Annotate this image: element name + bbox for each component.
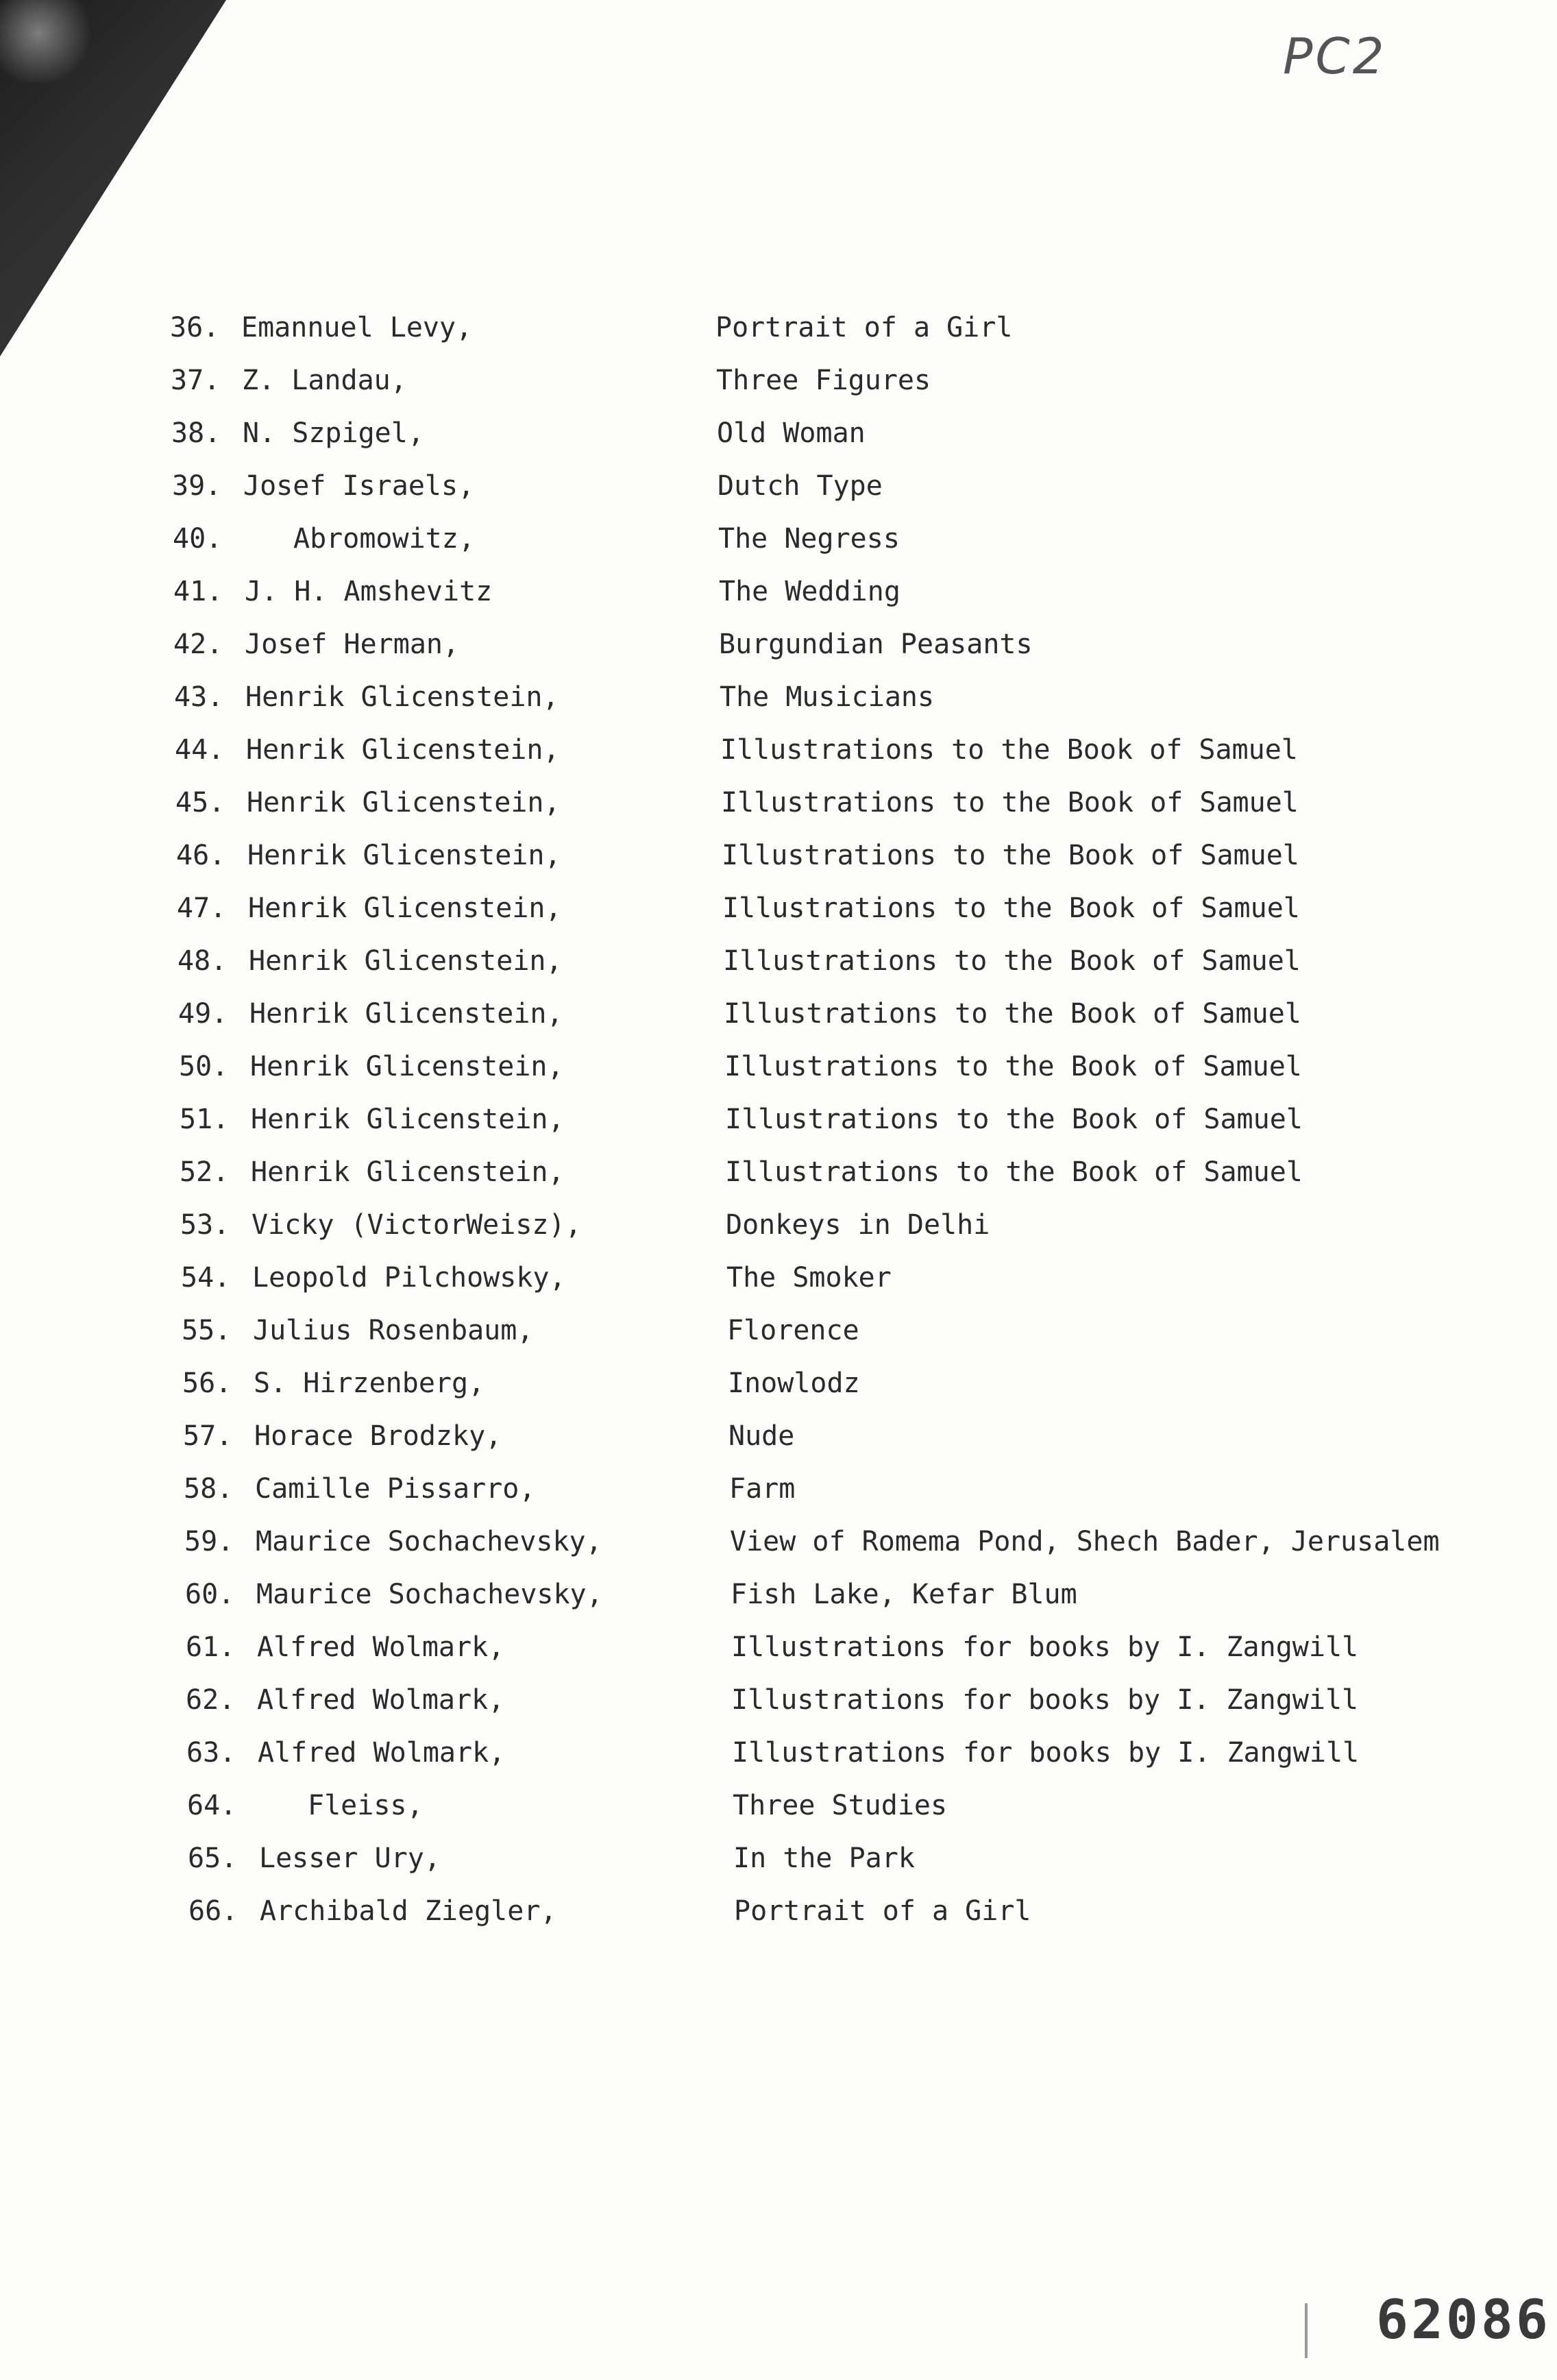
- entry-title: Illustrations to the Book of Samuel: [722, 892, 1300, 924]
- entry-artist: Henrik Glicenstein,: [247, 840, 561, 871]
- entry-number: 44.: [175, 734, 225, 766]
- entry-number: 57.: [183, 1420, 233, 1452]
- catalogue-entry: [186, 1727, 1523, 1780]
- entry-artist: Lesser Ury,: [259, 1843, 441, 1874]
- stamp-divider: [1305, 2303, 1308, 2358]
- entry-number: 54.: [181, 1262, 231, 1294]
- catalogue-entry: [182, 1304, 1518, 1357]
- entry-artist: Camille Pissarro,: [255, 1473, 536, 1505]
- entry-title: Donkeys in Delhi: [726, 1209, 990, 1241]
- entry-artist: Maurice Sochachevsky,: [256, 1579, 603, 1610]
- catalogue-entry: [177, 935, 1514, 988]
- entry-number: 42.: [173, 629, 223, 660]
- entry-artist: Maurice Sochachevsky,: [256, 1526, 602, 1557]
- entry-title: View of Romema Pond, Shech Bader, Jerusalem: [730, 1526, 1440, 1557]
- entry-number: 55.: [182, 1315, 232, 1346]
- entry-title: Illustrations for books by I. Zangwill: [731, 1684, 1359, 1716]
- catalogue-entry: [184, 1516, 1521, 1568]
- entry-artist: Alfred Wolmark,: [257, 1684, 505, 1716]
- entry-artist: Henrik Glicenstein,: [245, 681, 559, 713]
- catalogue-entry: [188, 1832, 1524, 1885]
- entry-artist: Henrik Glicenstein,: [249, 998, 563, 1030]
- entry-number: 40.: [173, 523, 223, 555]
- entry-artist: N. Szpigel,: [243, 417, 424, 449]
- entry-number: 63.: [186, 1737, 236, 1769]
- entry-title: Illustrations to the Book of Samuel: [725, 1104, 1303, 1135]
- catalogue-entry: [173, 618, 1510, 671]
- entry-title: Three Studies: [733, 1790, 948, 1821]
- catalogue-entry: [184, 1463, 1520, 1516]
- catalogue-entry: [177, 882, 1513, 935]
- entry-artist: Henrik Glicenstein,: [251, 1156, 565, 1188]
- entry-number: 58.: [184, 1473, 234, 1505]
- entry-number: 62.: [186, 1684, 236, 1716]
- entry-artist: Alfred Wolmark,: [258, 1737, 506, 1769]
- catalogue-entry: [170, 302, 1506, 354]
- catalogue-entry: [179, 1041, 1515, 1093]
- entry-title: Farm: [729, 1473, 796, 1505]
- entry-title: Illustrations to the Book of Samuel: [725, 1156, 1303, 1188]
- entry-artist: J. H. Amshevitz: [245, 576, 493, 607]
- entry-artist: Josef Israels,: [243, 470, 475, 502]
- entry-number: 38.: [171, 417, 221, 449]
- entry-artist: Z. Landau,: [242, 365, 407, 396]
- catalogue-entry: [183, 1410, 1519, 1463]
- catalogue-entry: [171, 407, 1508, 460]
- catalogue-entry: [180, 1199, 1517, 1252]
- entry-title: Old Woman: [717, 417, 866, 449]
- entry-artist: Henrik Glicenstein,: [250, 1051, 564, 1082]
- handwritten-note: PC2: [1283, 27, 1387, 85]
- entry-number: 66.: [188, 1895, 238, 1927]
- catalogue-entry: [188, 1885, 1525, 1938]
- entry-title: Illustrations to the Book of Samuel: [724, 998, 1301, 1030]
- entry-artist: Horace Brodzky,: [254, 1420, 502, 1452]
- catalogue-entry: [173, 513, 1509, 566]
- entry-number: 64.: [187, 1790, 237, 1821]
- archive-stamp-number: 62086: [1376, 2290, 1551, 2351]
- entry-artist: Josef Herman,: [245, 629, 460, 660]
- catalogue-entry: [186, 1621, 1522, 1674]
- entry-number: 60.: [185, 1579, 235, 1610]
- catalogue-entry: [185, 1568, 1521, 1621]
- entry-title: Illustrations for books by I. Zangwill: [731, 1631, 1359, 1663]
- entry-title: Portrait of a Girl: [734, 1895, 1031, 1927]
- entry-artist: Emannuel Levy,: [241, 312, 473, 343]
- catalogue-entry: [172, 460, 1508, 513]
- entry-title: Inowlodz: [728, 1368, 860, 1399]
- entry-number: 53.: [180, 1209, 230, 1241]
- entry-number: 37.: [171, 365, 221, 396]
- entry-title: Illustrations to the Book of Samuel: [723, 945, 1301, 977]
- entry-number: 49.: [178, 998, 228, 1030]
- entry-title: Nude: [728, 1420, 795, 1452]
- entry-number: 61.: [186, 1631, 236, 1663]
- catalogue-entry: [186, 1674, 1522, 1727]
- entry-number: 52.: [180, 1156, 230, 1188]
- catalogue-entry: [176, 829, 1512, 882]
- entry-title: Illustrations for books by I. Zangwill: [732, 1737, 1360, 1769]
- entry-artist: Henrik Glicenstein,: [246, 734, 560, 766]
- entry-title: Burgundian Peasants: [719, 629, 1033, 660]
- entry-title: Illustrations to the Book of Samuel: [720, 734, 1298, 766]
- entry-title: The Smoker: [726, 1262, 892, 1294]
- catalogue-list: [170, 302, 1506, 1938]
- catalogue-entry: [181, 1252, 1517, 1304]
- entry-number: 39.: [172, 470, 222, 502]
- entry-artist: Fleiss,: [308, 1790, 424, 1821]
- entry-number: 43.: [174, 681, 224, 713]
- catalogue-entry: [180, 1146, 1516, 1199]
- entry-title: Fish Lake, Kefar Blum: [731, 1579, 1077, 1610]
- catalogue-entry: [187, 1780, 1523, 1832]
- entry-artist: Henrik Glicenstein,: [249, 945, 563, 977]
- catalogue-entry: [173, 566, 1510, 618]
- catalogue-entry: [180, 1093, 1516, 1146]
- entry-title: Dutch Type: [718, 470, 883, 502]
- catalogue-entry: [174, 671, 1510, 724]
- entry-artist: Henrik Glicenstein,: [251, 1104, 565, 1135]
- entry-number: 46.: [176, 840, 226, 871]
- entry-title: Illustrations to the Book of Samuel: [721, 787, 1299, 818]
- entry-title: Illustrations to the Book of Samuel: [722, 840, 1299, 871]
- entry-title: In the Park: [733, 1843, 915, 1874]
- entry-artist: Leopold Pilchowsky,: [252, 1262, 566, 1294]
- entry-number: 41.: [173, 576, 223, 607]
- entry-artist: Abromowitz,: [293, 523, 475, 555]
- catalogue-entry: [178, 988, 1515, 1041]
- catalogue-entry: [175, 777, 1512, 829]
- entry-title: Portrait of a Girl: [715, 312, 1013, 343]
- entry-artist: Archibald Ziegler,: [260, 1895, 557, 1927]
- entry-number: 45.: [175, 787, 225, 818]
- entry-artist: Julius Rosenbaum,: [253, 1315, 534, 1346]
- entry-number: 36.: [170, 312, 220, 343]
- entry-artist: Henrik Glicenstein,: [247, 787, 561, 818]
- entry-artist: Henrik Glicenstein,: [248, 892, 562, 924]
- entry-title: Illustrations to the Book of Samuel: [724, 1051, 1302, 1082]
- catalogue-entry: [175, 724, 1511, 777]
- entry-artist: S. Hirzenberg,: [254, 1368, 485, 1399]
- entry-title: The Musicians: [720, 681, 935, 713]
- entry-number: 48.: [177, 945, 228, 977]
- entry-artist: Alfred Wolmark,: [257, 1631, 505, 1663]
- catalogue-entry: [171, 354, 1507, 407]
- entry-number: 56.: [182, 1368, 232, 1399]
- entry-number: 59.: [184, 1526, 234, 1557]
- catalogue-entry: [182, 1357, 1519, 1410]
- entry-title: The Wedding: [719, 576, 900, 607]
- entry-number: 51.: [180, 1104, 230, 1135]
- entry-artist: Vicky (VictorWeisz),: [252, 1209, 582, 1241]
- entry-title: Three Figures: [716, 365, 931, 396]
- entry-number: 65.: [188, 1843, 238, 1874]
- entry-number: 47.: [177, 892, 227, 924]
- entry-title: Florence: [727, 1315, 859, 1346]
- entry-number: 50.: [179, 1051, 229, 1082]
- entry-title: The Negress: [718, 523, 900, 555]
